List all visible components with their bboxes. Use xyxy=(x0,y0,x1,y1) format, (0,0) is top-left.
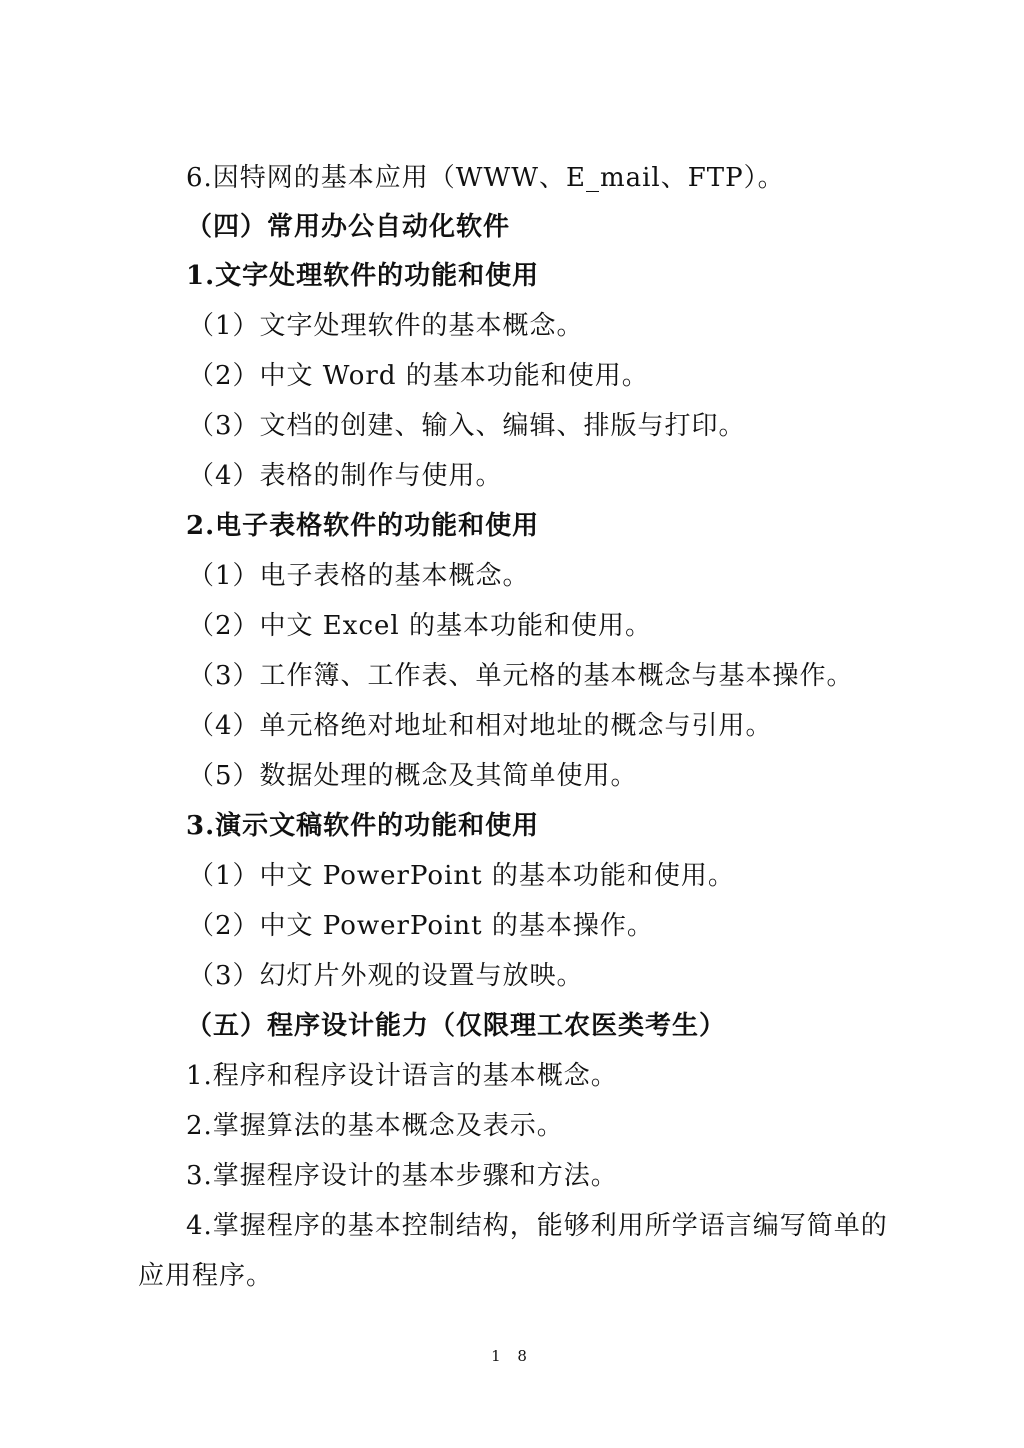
list-item: （3）幻灯片外观的设置与放映。 xyxy=(188,961,584,991)
list-item: （2）中文 Word 的基本功能和使用。 xyxy=(188,361,649,391)
section-heading-office-software: （四）常用办公自动化软件 xyxy=(186,212,511,242)
list-item: 2.掌握算法的基本概念及表示。 xyxy=(186,1111,564,1141)
subsection-heading-spreadsheet: 2.电子表格软件的功能和使用 xyxy=(186,511,540,541)
list-item: （2）中文 Excel 的基本功能和使用。 xyxy=(188,611,652,641)
list-item-continuation: 应用程序。 xyxy=(138,1261,274,1291)
list-item: 4.掌握程序的基本控制结构，能够利用所学语言编写简单的 xyxy=(186,1211,888,1241)
list-item: 3.掌握程序设计的基本步骤和方法。 xyxy=(186,1161,618,1191)
list-item: （3）文档的创建、输入、编辑、排版与打印。 xyxy=(188,411,746,441)
list-item: （4）表格的制作与使用。 xyxy=(188,461,503,491)
list-item: （1）文字处理软件的基本概念。 xyxy=(188,311,584,341)
list-item: （3）工作簿、工作表、单元格的基本概念与基本操作。 xyxy=(188,661,854,691)
section-heading-programming: （五）程序设计能力（仅限理工农医类考生） xyxy=(186,1011,727,1041)
list-item: （5）数据处理的概念及其简单使用。 xyxy=(188,761,638,791)
list-item: （1）中文 PowerPoint 的基本功能和使用。 xyxy=(188,861,735,891)
list-item: （1）电子表格的基本概念。 xyxy=(188,561,530,591)
subsection-heading-word-processing: 1.文字处理软件的功能和使用 xyxy=(186,261,540,291)
text-line-internet-apps: 6.因特网的基本应用（WWW、E_mail、FTP）。 xyxy=(186,163,785,193)
list-item: （2）中文 PowerPoint 的基本操作。 xyxy=(188,911,654,941)
page-number: 1 8 xyxy=(491,1347,533,1365)
list-item: （4）单元格绝对地址和相对地址的概念与引用。 xyxy=(188,711,773,741)
list-item: 1.程序和程序设计语言的基本概念。 xyxy=(186,1061,618,1091)
subsection-heading-presentation: 3.演示文稿软件的功能和使用 xyxy=(186,811,540,841)
